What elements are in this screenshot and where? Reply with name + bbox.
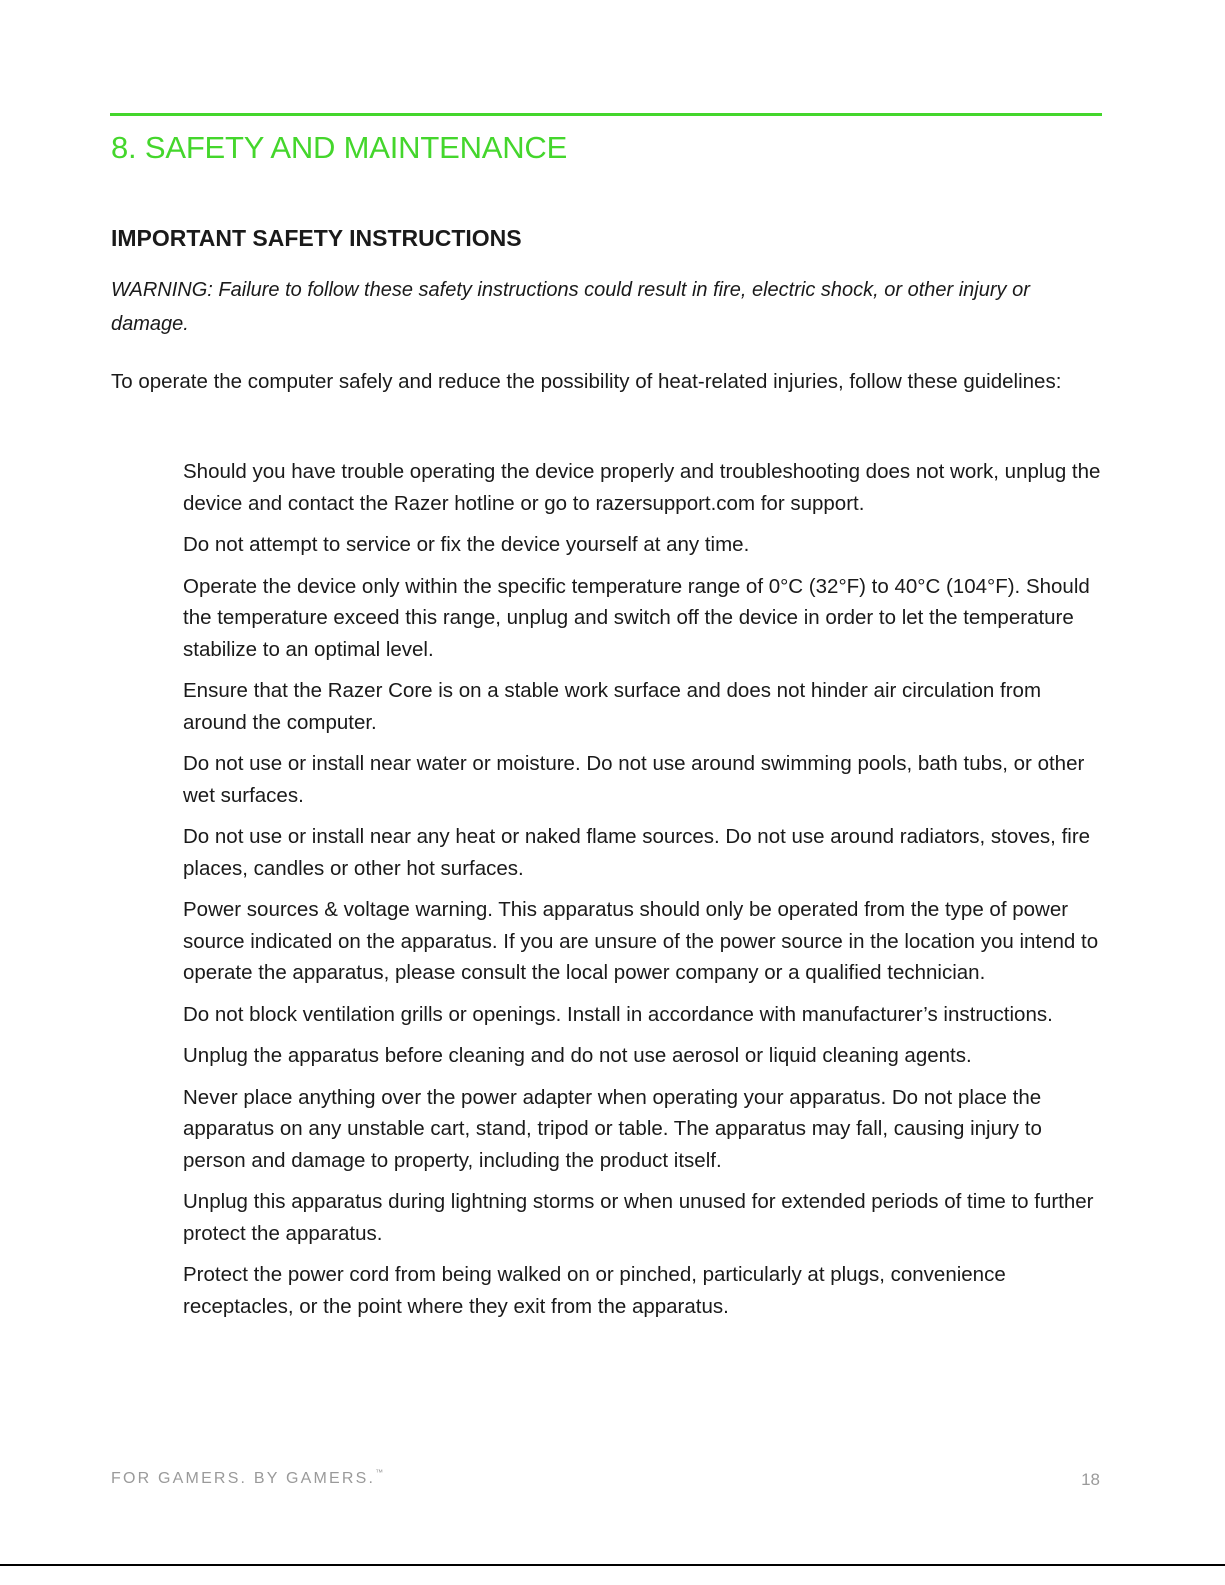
section-divider bbox=[110, 113, 1102, 116]
section-title: 8. SAFETY AND MAINTENANCE bbox=[111, 130, 568, 165]
guideline-item: Should you have trouble operating the device properly and troubleshooting does not work, unplug the device and contact the Razer hotline or go to razersupport.com for support. bbox=[183, 460, 1101, 515]
warning-text: WARNING: Failure to follow these safety instructions could result in fire, electric shock, or other injury or damage. bbox=[111, 279, 1030, 335]
guideline-item: Do not use or install near water or moisture. Do not use around swimming pools, bath tubs, or other wet surfaces. bbox=[183, 752, 1085, 807]
intro-text: To operate the computer safely and reduce the possibility of heat-related injuries, follow these guidelines: bbox=[111, 370, 1062, 393]
footer-tagline bbox=[111, 1470, 383, 1488]
guideline-item: Ensure that the Razer Core is on a stable work surface and does not hinder air circulation from around the computer. bbox=[183, 679, 1042, 734]
footer-tagline-text: FOR GAMERS. BY GAMERS. bbox=[111, 1470, 376, 1487]
page-number: 18 bbox=[1081, 1470, 1100, 1489]
guideline-item: Never place anything over the power adapter when operating your apparatus. Do not place the apparatus on any unstable cart, stand, tripod or table. The apparatus may fall, causing injury to person and damage to property, including the product itself. bbox=[183, 1085, 1042, 1172]
guideline-item: Power sources & voltage warning. This apparatus should only be operated from the type of power source indicated on the apparatus. If you are unsure of the power source in the location you intend to operate the apparatus, please consult the local power company or a qualified technician. bbox=[183, 898, 1099, 984]
page-bottom-border bbox=[0, 1564, 1225, 1566]
guideline-item: Do not block ventilation grills or openings. Install in accordance with manufacturer’s instructions. bbox=[183, 1002, 1053, 1026]
trademark-symbol: ™ bbox=[375, 1468, 384, 1477]
guideline-item: Protect the power cord from being walked on or pinched, particularly at plugs, convenience receptacles, or the point where they exit from the apparatus. bbox=[183, 1263, 1006, 1318]
guideline-item: Unplug this apparatus during lightning storms or when unused for extended periods of time to further protect the apparatus. bbox=[183, 1190, 1094, 1245]
guideline-item: Unplug the apparatus before cleaning and do not use aerosol or liquid cleaning agents. bbox=[183, 1044, 972, 1067]
guidelines-list bbox=[183, 456, 1103, 1332]
guideline-item: Do not use or install near any heat or naked flame sources. Do not use around radiators, stoves, fire places, candles or other hot surfaces. bbox=[183, 825, 1091, 880]
subheading: IMPORTANT SAFETY INSTRUCTIONS bbox=[111, 225, 522, 251]
guideline-item: Operate the device only within the specific temperature range of 0°C (32°F) to 40°C (104°F). Should the temperature exceed this range, unplug and switch off the device in order to let the temperature stabilize to an optimal level. bbox=[183, 574, 1090, 661]
guideline-item: Do not attempt to service or fix the device yourself at any time. bbox=[183, 533, 750, 556]
